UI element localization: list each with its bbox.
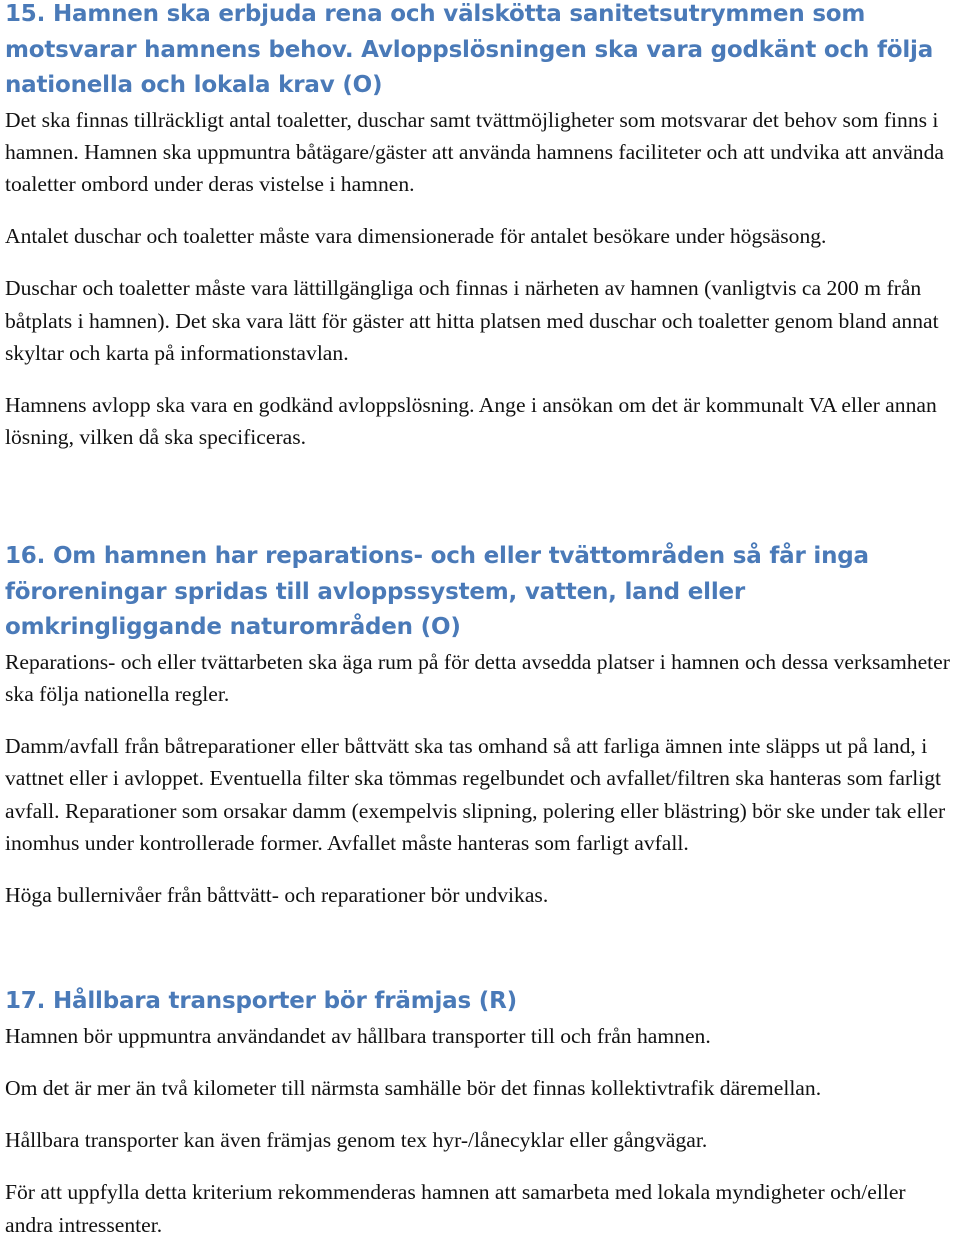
paragraph: Hållbara transporter kan även främjas genom tex hyr-/lånecyklar eller gångvägar. — [5, 1128, 708, 1153]
document-page — [5, 0, 957, 1241]
paragraph: Antalet duschar och toaletter måste vara dimensionerade för antalet besökare under högsäsong. — [5, 224, 827, 249]
paragraph: Damm/avfall från båtreparationer eller båttvätt ska tas omhand så att farliga ämnen inte släpps ut på land, i vattnet eller i avloppet. Eventuella filter ska tömmas regelbundet och avfallet/filtren ska hanteras som farligt avfall. Reparationer som orsakar damm (exempelvis slipning, polering eller blästring) bör ske under tak eller inomhus under kontrollerade former. Avfallet måste hanteras som farligt avfall. — [5, 734, 946, 855]
paragraph: Det ska finnas tillräckligt antal toaletter, duschar samt tvättmöjligheter som motsvarar det behov som finns i hamnen. Hamnen ska uppmuntra båtägare/gäster att använda hamnens faciliteter och att undvika att använda toaletter ombord under deras vistelse i hamnen. — [5, 107, 944, 196]
paragraph: Höga bullernivåer från båttvätt- och reparationer bör undvikas. — [5, 883, 549, 908]
section-16 — [5, 539, 957, 911]
paragraph: Hamnens avlopp ska vara en godkänd avloppslösning. Ange i ansökan om det är kommunalt VA eller annan lösning, vilken då ska specificeras. — [5, 392, 937, 450]
paragraph: Hamnen bör uppmuntra användandet av hållbara transporter till och från hamnen. — [5, 1023, 711, 1048]
section-15 — [5, 0, 957, 453]
section-heading: 17. Hållbara transporter bör främjas (R) — [5, 988, 517, 1015]
section-heading: 16. Om hamnen har reparations- och eller tvättområden så får inga föroreningar spridas till avloppssystem, vatten, land eller omkringliggande naturområden (O) — [5, 543, 869, 641]
section-17 — [5, 984, 957, 1241]
paragraph: Om det är mer än två kilometer till närmsta samhälle bör det finnas kollektivtrafik däremellan. — [5, 1075, 822, 1100]
section-heading: 15. Hamnen ska erbjuda rena och välskötta sanitetsutrymmen som motsvarar hamnens behov. Avloppslösningen ska vara godkänt och följa nationella och lokala krav (O) — [5, 1, 934, 98]
paragraph: Reparations- och eller tvättarbeten ska äga rum på för detta avsedda platser i hamnen och dessa verksamheter ska följa nationella regler. — [5, 649, 950, 707]
paragraph: För att uppfylla detta kriterium rekommenderas hamnen att samarbeta med lokala myndigheter och/eller andra intressenter. — [5, 1180, 906, 1237]
paragraph: Duschar och toaletter måste vara lättillgängliga och finnas i närheten av hamnen (vanligtvis ca 200 m från båtplats i hamnen). Det ska vara lätt för gäster att hitta platsen med duschar och toaletter genom bland annat skyltar och karta på informationstavlan. — [5, 276, 939, 365]
